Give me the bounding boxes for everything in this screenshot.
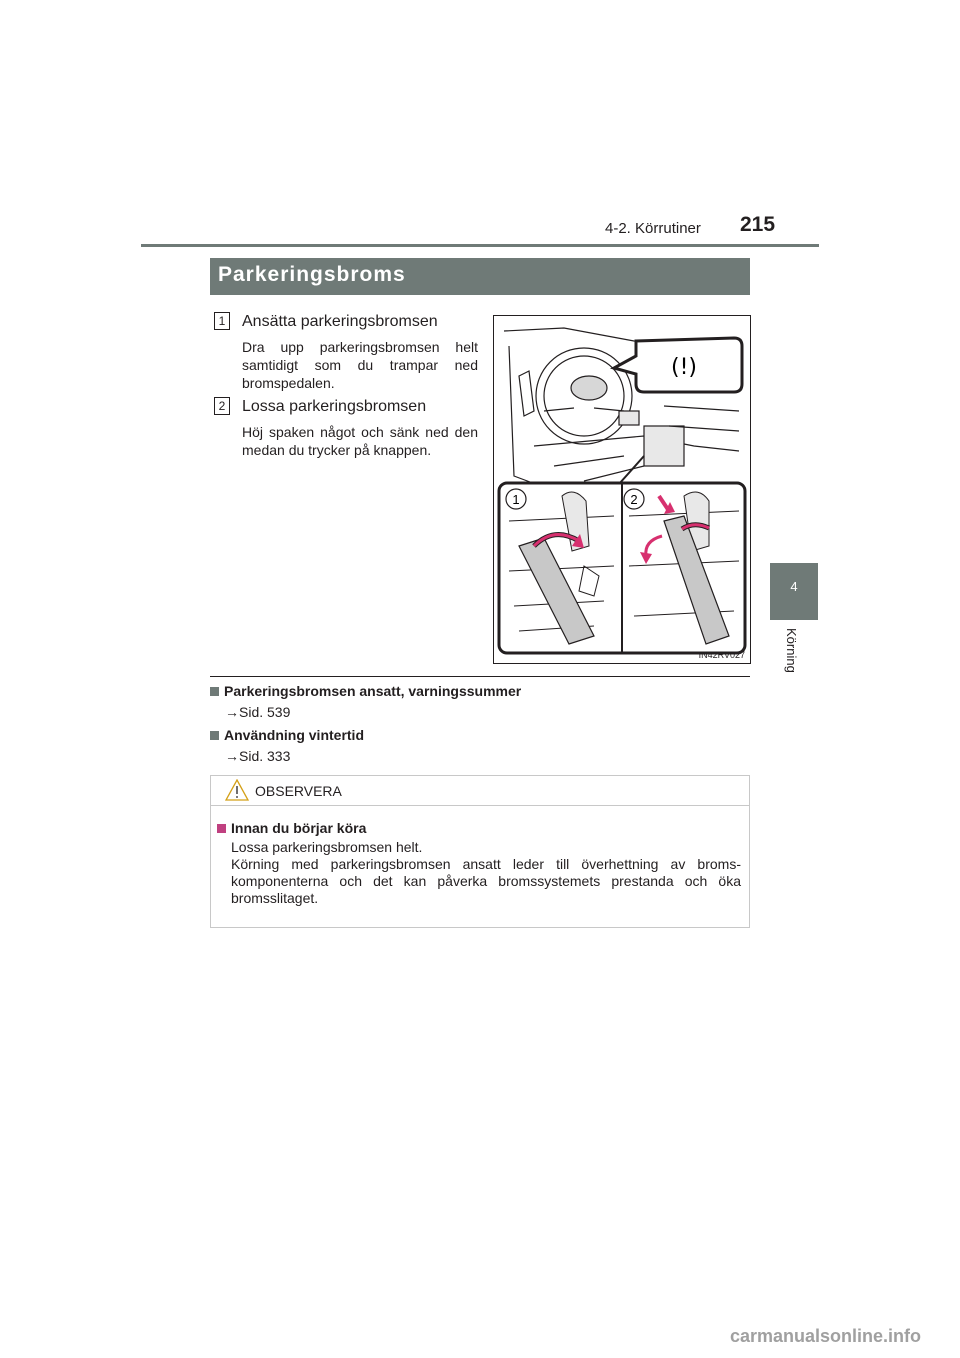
section-header: 4-2. Körrutiner — [605, 220, 701, 237]
step-1-heading: Ansätta parkeringsbromsen — [242, 313, 438, 330]
section-title: Parkeringsbroms — [218, 263, 406, 286]
step-1-body: Dra upp parkeringsbromsen helt samtidigt som du trampar ned bromspedalen. — [242, 339, 478, 391]
note-2-heading — [210, 727, 364, 743]
square-bullet-icon — [217, 824, 226, 833]
caution-text — [231, 839, 741, 907]
caution-subheading-text: Innan du börjar köra — [231, 820, 367, 836]
watermark: carmanualsonline.info — [730, 1326, 922, 1346]
step-2-body: Höj spaken något och sänk ned den medan du trycker på knappen. — [242, 424, 478, 458]
caution-title-bar — [211, 776, 749, 806]
brake-warning-symbol: (!) — [671, 355, 697, 380]
header-divider — [141, 244, 819, 247]
note-1-reference: →Sid. 539 — [225, 704, 291, 720]
chapter-label: Körning — [784, 628, 799, 673]
caution-line-1: Lossa parkeringsbromsen helt. — [231, 839, 423, 855]
square-bullet-icon — [210, 687, 219, 696]
caution-subheading — [217, 820, 366, 836]
section-divider — [210, 676, 750, 677]
step-2-heading: Lossa parkeringsbromsen — [242, 398, 427, 415]
callout-1: 1 — [512, 492, 520, 507]
square-bullet-icon — [210, 731, 219, 740]
caution-title: OBSERVERA — [255, 783, 342, 799]
parking-brake-illustration — [493, 315, 751, 664]
step-2-number: 2 — [214, 397, 230, 415]
caution-box — [210, 775, 750, 928]
note-2-reference: →Sid. 333 — [225, 748, 291, 764]
section-title-bar — [210, 258, 750, 295]
caution-line-2: Körning med parkeringsbromsen ansatt leder till överhettning av broms-komponenterna och det kan påverka bromssystemets prestanda och öka bromsslitaget. — [231, 856, 741, 906]
page-number: 215 — [740, 213, 776, 236]
note-1-heading-text: Parkeringsbromsen ansatt, varningssummer — [224, 683, 522, 699]
figure-code: IN42RV027 — [698, 650, 745, 660]
warning-triangle-icon — [225, 779, 249, 801]
illustration-drawing — [494, 316, 750, 663]
note-2-heading-text: Användning vintertid — [224, 727, 364, 743]
chapter-tab: 4 — [770, 563, 818, 620]
callout-2: 2 — [630, 492, 638, 507]
step-1-number: 1 — [214, 312, 230, 330]
note-1-heading — [210, 683, 521, 699]
